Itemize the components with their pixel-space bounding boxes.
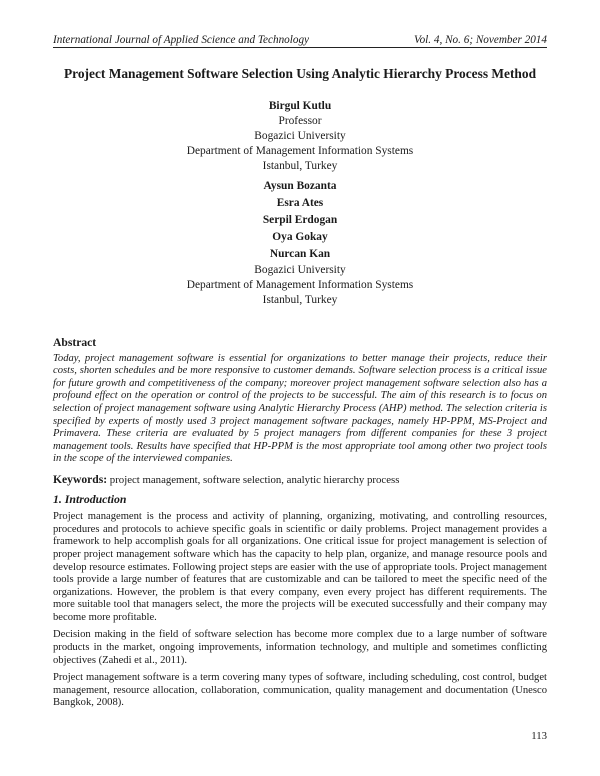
coauthor-university: Bogazici University: [254, 264, 346, 276]
paragraph: Project management is the process and activity of planning, organizing, motivating, and controlling resources, procedures and protocols to achieve specific goals in scientific or daily problems. Project management provides a framework to help accomplish goals for all organizations. One critical issue for project management is selection of proper project management software which has the capacity to help plan, organize, and manage resource pools and develop resource estimates. Following project steps are easier with the use of appropriate tools. Project management tools provide a large number of features that are customizable and can be tailored to meet the specific need of the organizations. However, the problem is that every company, even every project has different requirements. The more suitable tool that managers select, the more the projects will be executed successfully and their company may become more profitable.: [53, 511, 547, 623]
paragraph: Decision making in the field of software selection has become more complex due to a large number of software products in the market, ongoing improvements, information technology, and multiple and sometimes conflicting objectives (Zahedi et al., 2011).: [53, 629, 547, 666]
author1-university: Bogazici University: [254, 130, 346, 142]
paper-title: Project Management Software Selection Using Analytic Hierarchy Process Method: [63, 66, 537, 81]
author-block: [0, 99, 600, 308]
issue-info: Vol. 4, No. 6; November 2014: [414, 34, 547, 46]
journal-name: International Journal of Applied Science and Technology: [53, 34, 310, 46]
author-name: Nurcan Kan: [269, 248, 331, 260]
author1-department: Department of Management Information Systems: [186, 145, 414, 157]
paragraph: Project management software is a term covering many types of software, including scheduling, cost control, budget management, resource allocation, collaboration, communication, quality management and documentation (Unesco Bangkok, 2008).: [53, 672, 547, 709]
author1-block: [0, 99, 600, 174]
author-name: Oya Gokay: [272, 231, 328, 243]
coauthor-department: Department of Management Information Systems: [186, 279, 414, 291]
keywords-label: Keywords:: [53, 472, 108, 486]
coauthor-location: Istanbul, Turkey: [262, 294, 338, 306]
author-name: Birgul Kutlu: [268, 100, 332, 112]
keywords: [53, 474, 547, 487]
section-heading-introduction: 1. Introduction: [53, 491, 127, 506]
author-name: Esra Ates: [276, 197, 324, 209]
coauthor-list: [0, 178, 600, 263]
author-name: Serpil Erdogan: [262, 214, 338, 226]
running-header: [53, 34, 547, 48]
author1-position: Professor: [278, 115, 322, 127]
abstract-text: Today, project management software is essential for organizations to better manage their projects, reduce their costs, shorten schedules and be more responsive to customer demands. Software selection process is a critical issue for future growth and competitiveness of the company; moreover project management software selection also has a profound effect on the operation or control of the projects to be successful. The aim of this research is to focus on selection of project management software using Analytic Hierarchy Process (AHP) method. The selection criteria is specified by experts of mostly used 3 project management software packages, namely HP-PPM, MS-Project and Primavera. These criteria are evaluated by 5 project managers from different companies for these 3 project management tools. Results have specified that HP-PPM is the most appropriate tool among other two project tools in the scope of the interviewed companies.: [53, 352, 547, 465]
paper-body: [53, 337, 547, 715]
keywords-text: project management, software selection, analytic hierarchy process: [107, 473, 400, 486]
coauthor-affiliation: [0, 263, 600, 308]
page-number: 113: [531, 730, 547, 742]
abstract-heading: Abstract: [53, 336, 97, 349]
author1-location: Istanbul, Turkey: [262, 160, 338, 172]
author-name: Aysun Bozanta: [263, 180, 337, 192]
